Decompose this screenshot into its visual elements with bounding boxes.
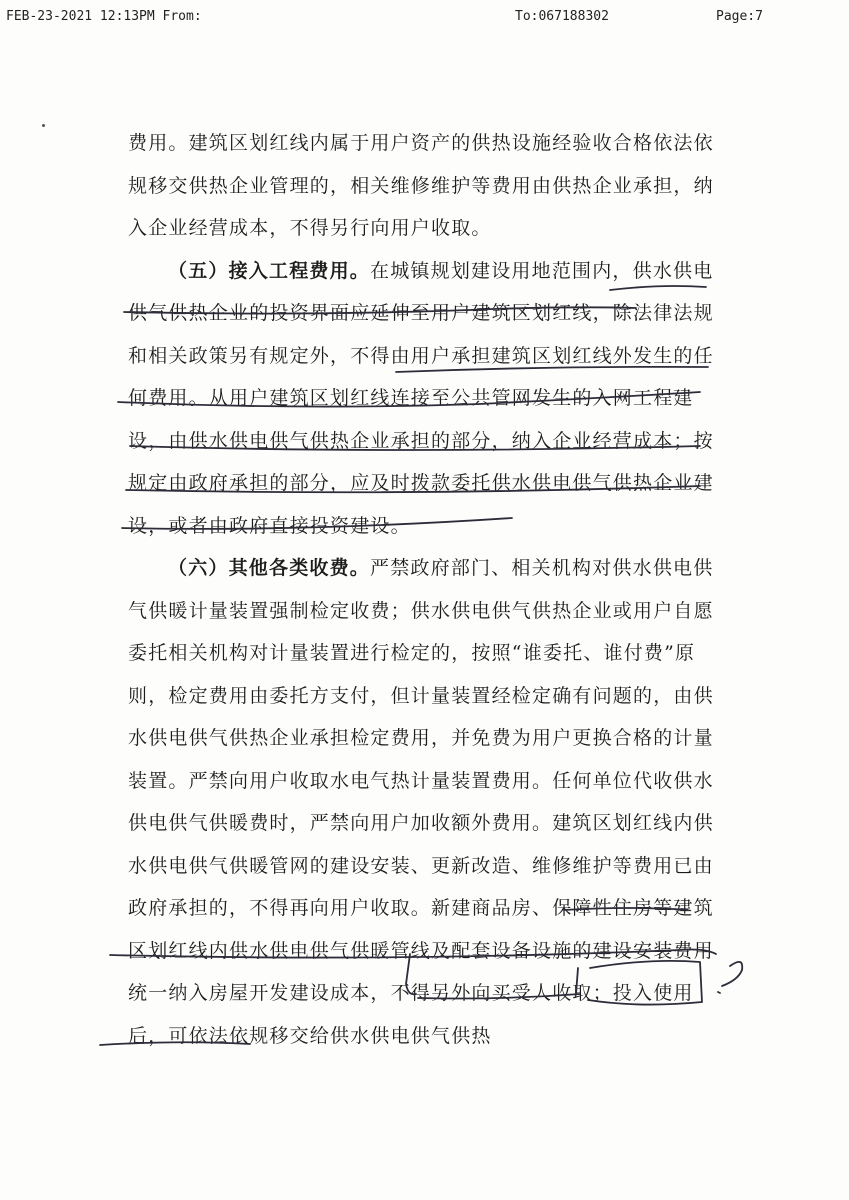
paragraph-text: 费用。建筑区划红线内属于用户资产的供热设施经验收合格依法依规移交供热企业管理的，相关维修维护等费用由供热企业承担，纳入企业经营成本，不得另行向用户收取。 xyxy=(128,132,714,239)
paragraph-text: 在城镇规划建设用地范围内，供水供电供气供热企业的投资界面应延伸至用户建筑区划红线，除法律法规和相关政策另有规定外，不得由用户承担建筑区划红线外发生的任何费用。从用户建筑区划红线连接至公共管网发生的入网工程建设，由供水供电供气供热企业承担的部分，纳入企业经营成本；按规定由政府承担的部分，应及时拨款委托供水供电供气供热企业建设，或者由政府直接投资建设。 xyxy=(128,259,714,537)
fax-sent-stamp: FEB-23-2021 12:13PM From: xyxy=(6,9,202,24)
paragraph-heading: （六）其他各类收费。 xyxy=(168,557,371,579)
fax-recipient-number: To:067188302 xyxy=(515,9,609,24)
paragraph-item-5 xyxy=(128,250,728,548)
scan-speck xyxy=(42,124,45,127)
fax-header xyxy=(0,0,849,30)
document-body xyxy=(128,122,728,1057)
paragraph-heading: （五）接入工程费用。 xyxy=(168,259,371,282)
paragraph-text: 严禁政府部门、相关机构对供水供电供气供暖计量装置强制检定收费；供水供电供气供热企业或用户自愿委托相关机构对计量装置进行检定的，按照“谁委托、谁付费”原则，检定费用由委托方支付，但计量装置经检定确有问题的，由供水供电供气供热企业承担检定费用，并免费为用户更换合格的计量装置。严禁向用户收取水电气热计量装置费用。任何单位代收供水供电供气供暖费时，严禁向用户加收额外费用。建筑区划红线内供水供电供气供暖管网的建设安装、更新改造、维修维护等费用已由政府承担的，不得再向用户收取。新建商品房、保障性住房等建筑区划红线内供水供电供气供暖管线及配套设备设施的建设安装费用统一纳入房屋开发建设成本，不得另外向买受人收取；投入使用后，可依法依规移交给供水供电供气供热 xyxy=(128,557,714,1047)
paragraph-item-6 xyxy=(128,547,728,1057)
fax-page-number: Page:7 xyxy=(716,9,763,24)
paragraph-continuation xyxy=(128,122,728,250)
